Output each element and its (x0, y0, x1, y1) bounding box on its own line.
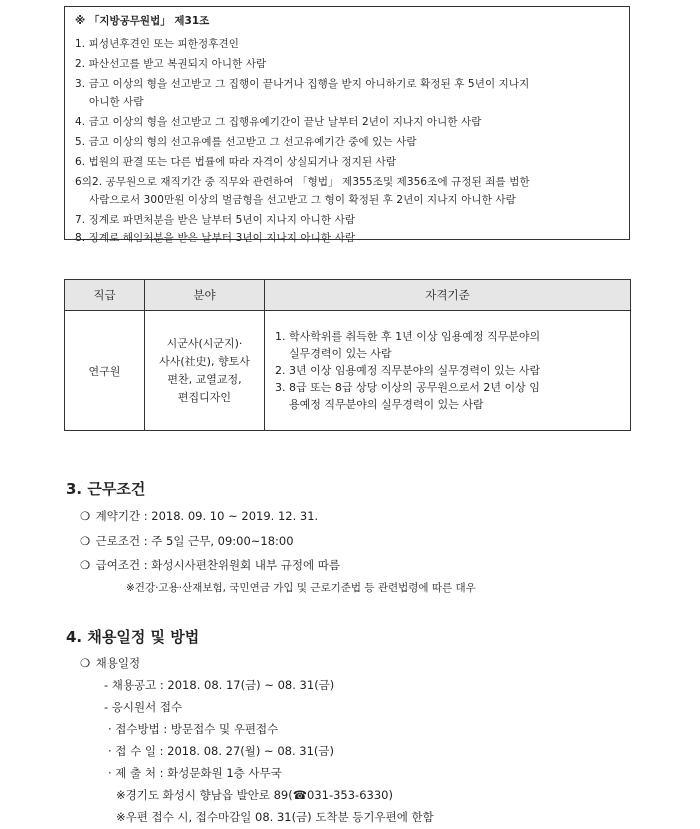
schedule-line: · 제 출 처 : 화성문화원 1층 사무국 (108, 766, 282, 780)
table-header-row (65, 280, 631, 311)
law-box-title: ※ 「지방공무원법」 제31조 (75, 15, 210, 27)
criteria-line: 용예정 직무분야의 실무경력이 있는 사람 (289, 398, 484, 411)
field-line: 편집디자인 (177, 390, 232, 404)
qualification-table (64, 279, 631, 431)
schedule-line: · 접수방법 : 방문접수 및 우편접수 (108, 722, 279, 736)
schedule-line: · 접 수 일 : 2018. 08. 27(월) ~ 08. 31(금) (108, 744, 334, 758)
law-item: 6의2. 공무원으로 재직기간 중 직무와 관련하여 「형법」 제355조및 제356조에 규정된 죄를 범한 (75, 176, 530, 188)
criteria-line: 3. 8급 또는 8급 상당 이상의 공무원으로서 2년 이상 임 (275, 381, 540, 394)
position-cell: 연구원 (65, 311, 145, 431)
header-field: 분야 (145, 280, 265, 311)
section-4-sub-text: 채용일정 (95, 656, 141, 670)
criteria-line: 2. 3년 이상 임용예정 직무분야의 실무경력이 있는 사람 (275, 364, 541, 377)
circle-bullet-icon: ❍ (80, 509, 91, 523)
schedule-note: ※우편 접수 시, 접수마감일 08. 31(금) 도착분 등기우편에 한함 (116, 810, 434, 824)
schedule-line: - 응시원서 접수 (104, 700, 183, 714)
field-line: 편찬, 교열교정, (167, 372, 242, 386)
section-3-title: 3. 근무조건 (66, 480, 146, 498)
field-cell (145, 311, 265, 431)
circle-bullet-icon: ❍ (80, 558, 91, 572)
field-line: 시군사(시군지)· (166, 336, 243, 350)
law-item: 4. 금고 이상의 형을 선고받고 그 집행유예기간이 끝난 날부터 2년이 지나지 아니한 사람 (75, 116, 482, 128)
law-item: 8. 징계로 해임처분을 받은 날부터 3년이 지나지 아니한 사람 (75, 232, 356, 244)
law-item: 1. 피성년후견인 또는 피한정후견인 (75, 38, 239, 50)
field-line: 사사(社史), 향토사 (159, 354, 250, 368)
section-4-sub (80, 655, 140, 671)
law-item: 2. 파산선고를 받고 복권되지 아니한 사람 (75, 58, 267, 70)
schedule-note: ※경기도 화성시 향남읍 발안로 89(☎031-353-6330) (116, 788, 393, 802)
criteria-line: 실무경력이 있는 사람 (289, 347, 392, 360)
schedule-line: - 채용공고 : 2018. 08. 17(금) ~ 08. 31(금) (104, 678, 335, 692)
law-item-continued: 사람으로서 300만원 이상의 벌금형을 선고받고 그 형이 확정된 후 2년이 지나지 아니한 사람 (89, 194, 516, 206)
law-item: 7. 징계로 파면처분을 받은 날부터 5년이 지나지 아니한 사람 (75, 214, 356, 226)
section-3-item-text: 계약기간 : 2018. 09. 10 ~ 2019. 12. 31. (95, 509, 319, 523)
criteria-cell (265, 311, 631, 431)
law-item-continued: 아니한 사람 (89, 96, 144, 108)
circle-bullet-icon: ❍ (80, 534, 91, 548)
section-4-title: 4. 채용일정 및 방법 (66, 628, 200, 646)
section-3-item (80, 557, 340, 573)
section-3-item (80, 533, 294, 549)
circle-bullet-icon: ❍ (80, 656, 91, 670)
header-position: 직급 (65, 280, 145, 311)
law-item: 6. 법원의 판결 또는 다른 법률에 따라 자격이 상실되거나 정지된 사람 (75, 156, 397, 168)
section-3-item-text: 급여조건 : 화성시사편찬위원회 내부 규정에 따름 (95, 558, 340, 572)
law-item: 5. 금고 이상의 형의 선고유예를 선고받고 그 선고유예기간 중에 있는 사람 (75, 136, 417, 148)
section-3-note: ※건강·고용·산재보험, 국민연금 가입 및 근로기준법 등 관련법령에 따른 대우 (126, 582, 476, 594)
table-row (65, 311, 631, 431)
law-reference-box (64, 6, 630, 244)
section-3-item (80, 508, 318, 524)
law-item: 3. 금고 이상의 형을 선고받고 그 집행이 끝나거나 집행을 받지 아니하기로 확정된 후 5년이 지나지 (75, 78, 530, 90)
section-3-item-text: 근로조건 : 주 5일 근무, 09:00~18:00 (95, 534, 294, 548)
criteria-line: 1. 학사학위를 취득한 후 1년 이상 임용예정 직무분야의 (275, 330, 541, 343)
header-criteria: 자격기준 (265, 280, 631, 311)
